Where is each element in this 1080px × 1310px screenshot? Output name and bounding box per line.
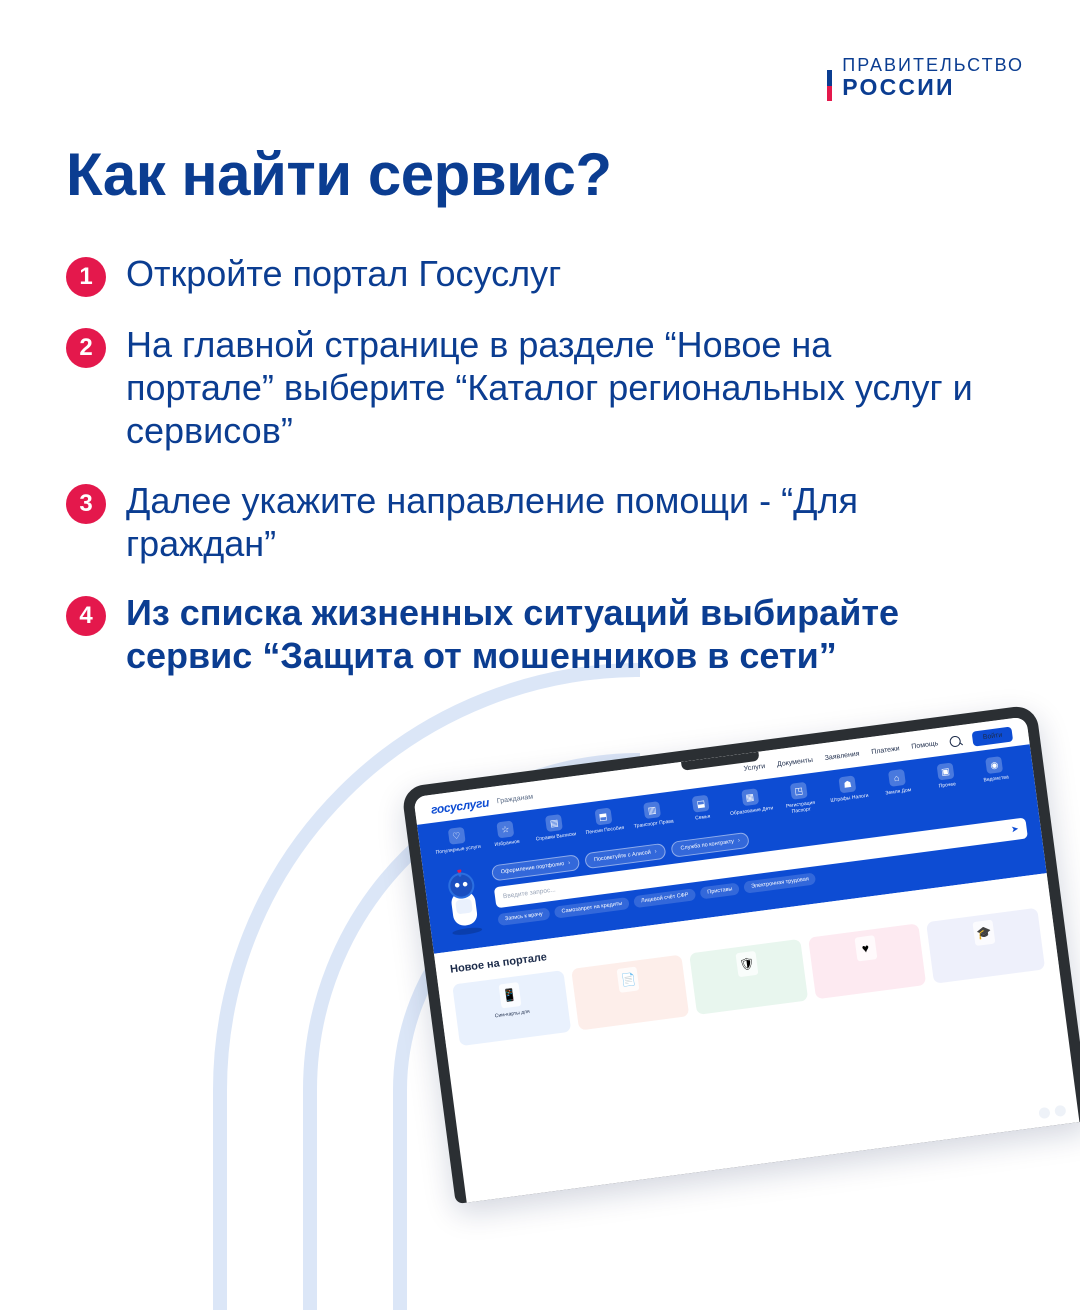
- portal-card[interactable]: [571, 954, 690, 1030]
- nav-item-payments[interactable]: Платежи: [870, 744, 900, 756]
- government-logo: [827, 55, 1024, 101]
- category-label: Пенсии Пособия: [585, 824, 625, 836]
- quick-tag[interactable]: Электронная трудовая: [743, 872, 816, 893]
- category-label: Регистрация Паспорт: [785, 799, 816, 816]
- fine-icon: ☗: [839, 775, 857, 793]
- nav-item-documents[interactable]: Документы: [776, 756, 814, 768]
- steps-list: [66, 252, 976, 703]
- promo-chip-label: Посоветуйте с Алисой: [593, 849, 652, 863]
- page-title: Как найти сервис?: [66, 141, 612, 208]
- send-icon[interactable]: ➤: [1010, 822, 1020, 834]
- document-icon: ▤: [545, 814, 563, 832]
- quick-tag[interactable]: Запись к врачу: [497, 907, 550, 926]
- list-item: [66, 252, 976, 297]
- category-pensions[interactable]: [579, 806, 630, 843]
- category-transport[interactable]: [628, 799, 679, 836]
- education-icon: ▦: [741, 788, 759, 806]
- category-label: Транспорт Права: [633, 818, 675, 830]
- category-label: Штрафы Налоги: [830, 792, 869, 804]
- carousel-next-button[interactable]: [1054, 1105, 1066, 1117]
- category-family[interactable]: [676, 793, 727, 830]
- step-text: Откройте портал Госуслуг: [126, 253, 562, 294]
- quick-tag[interactable]: Самозапрет на кредиты: [554, 896, 630, 918]
- chevron-right-icon: ›: [567, 859, 571, 866]
- step-text: Далее укажите направление помощи - “Для граждан”: [126, 479, 858, 564]
- document-icon: 📄: [617, 966, 640, 992]
- login-button[interactable]: Войти: [972, 726, 1013, 746]
- category-label: Прочее: [938, 781, 957, 790]
- car-icon: ▥: [643, 801, 661, 819]
- portal-card[interactable]: [689, 938, 808, 1014]
- section-title: Новое на портале: [449, 950, 548, 976]
- chevron-right-icon: ›: [737, 837, 741, 844]
- gosuslugi-logo[interactable]: госуслуги: [430, 795, 490, 817]
- step-text: На главной странице в разделе “Новое на портале” выберите “Каталог региональных услуг и сервисов”: [126, 324, 973, 452]
- step-number: 4: [66, 596, 106, 636]
- list-item: [66, 591, 976, 677]
- robot-mascot-icon: [437, 866, 489, 937]
- wallet-icon: ⬒: [594, 808, 612, 826]
- search-icon[interactable]: [949, 735, 961, 747]
- building-icon: ◉: [985, 756, 1003, 774]
- heart-icon: ♥: [854, 935, 877, 961]
- education-icon: 🎓: [973, 919, 996, 945]
- step-number: 2: [66, 328, 106, 368]
- list-item: [66, 479, 976, 565]
- step-number: 1: [66, 257, 106, 297]
- category-favorites[interactable]: [481, 818, 532, 855]
- promo-chip[interactable]: [671, 831, 750, 857]
- category-fines[interactable]: [823, 773, 874, 810]
- quick-tag[interactable]: Приставы: [700, 882, 740, 899]
- category-other[interactable]: [921, 760, 972, 797]
- category-label: Ведомства: [983, 774, 1010, 784]
- star-icon: ☆: [496, 820, 514, 838]
- promo-chip-label: Оформление портфолио: [500, 860, 565, 875]
- step-text: Из списка жизненных ситуаций выбирайте сервис “Защита от мошенников в сети”: [126, 591, 899, 677]
- nav-item-services[interactable]: Услуги: [743, 762, 766, 773]
- carousel-pager: [1038, 1105, 1066, 1119]
- category-agencies[interactable]: [970, 754, 1021, 791]
- category-certificates[interactable]: [530, 812, 581, 849]
- portal-card[interactable]: [808, 923, 927, 999]
- promo-chip-label: Служба по контракту: [680, 838, 735, 852]
- portal-card-label: Сим-карты для: [494, 1008, 531, 1019]
- shield-icon: 🛡: [735, 950, 758, 976]
- category-label: Избранное: [494, 838, 521, 848]
- logo-line-1: ПРАВИТЕЛЬСТВО: [842, 54, 1024, 75]
- flag-icon: [827, 55, 832, 101]
- list-item: [66, 323, 976, 453]
- heart-icon: ♡: [447, 827, 465, 845]
- category-label: Образование Дети: [729, 805, 774, 817]
- step-number: 3: [66, 484, 106, 524]
- nav-item-applications[interactable]: Заявления: [824, 750, 860, 762]
- category-registration[interactable]: [774, 780, 825, 817]
- grid-icon: ▣: [936, 763, 954, 781]
- chevron-right-icon: ›: [654, 848, 658, 855]
- category-label: Земля Дом: [885, 787, 912, 797]
- category-label: Популярные услуги: [435, 843, 482, 856]
- audience-selector[interactable]: Гражданам: [496, 793, 534, 805]
- category-label: Справки Выписки: [535, 831, 577, 843]
- portal-card[interactable]: [926, 907, 1045, 983]
- home-icon: ⌂: [888, 769, 906, 787]
- promo-chip[interactable]: [584, 842, 667, 868]
- category-land-home[interactable]: [872, 767, 923, 804]
- category-popular[interactable]: [432, 825, 483, 862]
- category-education[interactable]: [725, 786, 776, 823]
- category-label: Семья: [694, 813, 711, 822]
- search-placeholder: Введите запрос...: [502, 885, 557, 900]
- carousel-prev-button[interactable]: [1038, 1107, 1050, 1119]
- laptop-screen: [413, 716, 1079, 1202]
- laptop-mockup: [401, 696, 1080, 1184]
- passport-icon: ◳: [790, 782, 808, 800]
- laptop-body: [401, 704, 1080, 1204]
- sim-card-icon: 📱: [498, 982, 521, 1008]
- nav-item-help[interactable]: Помощь: [910, 739, 939, 751]
- family-icon: ⬓: [692, 795, 710, 813]
- logo-line-2: РОССИИ: [842, 74, 955, 101]
- quick-tag[interactable]: Лицевой счёт СФР: [633, 888, 696, 908]
- portal-card[interactable]: [452, 970, 571, 1046]
